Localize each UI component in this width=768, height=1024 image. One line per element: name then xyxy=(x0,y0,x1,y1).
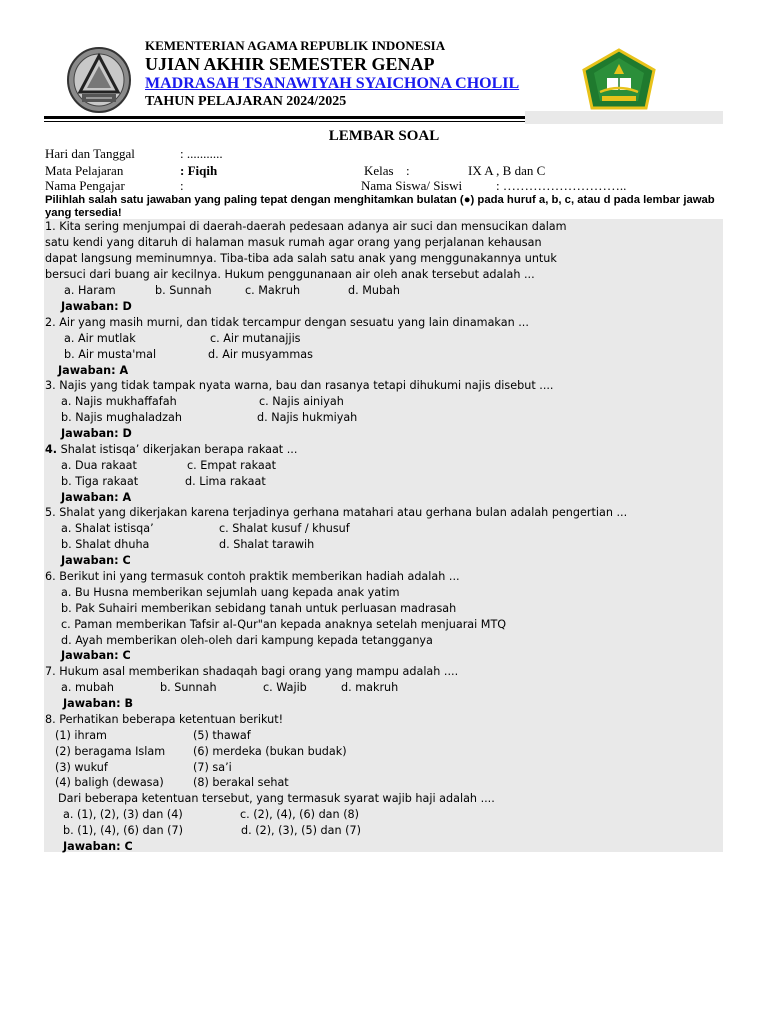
q8-item-1: (1) ihram xyxy=(55,729,107,742)
class-colon: : xyxy=(406,163,410,178)
q4-option-a: a. Dua rakaat xyxy=(61,459,137,472)
q8-option-b: b. (1), (4), (6) dan (7) xyxy=(63,824,183,837)
q6-option-b: b. Pak Suhairi memberikan sebidang tanah untuk perluasan madrasah xyxy=(61,602,457,615)
header-rule-thick xyxy=(44,116,525,119)
q8-item-3: (3) wukuf xyxy=(55,761,108,774)
q1-line-1: 1. Kita sering menjumpai di daerah-daerah pedesaan adanya air suci dan mensucikan dalam xyxy=(45,220,567,233)
q3-line-1: 3. Najis yang tidak tampak nyata warna, bau dan rasanya tetapi dihukumi najis disebut .... xyxy=(45,379,554,392)
q3-option-c: c. Najis ainiyah xyxy=(259,395,344,408)
q8-item-8: (8) berakal sehat xyxy=(193,776,289,789)
q3-option-a: a. Najis mukhaffafah xyxy=(61,395,177,408)
q8-stem: Dari beberapa ketentuan tersebut, yang termasuk syarat wajib haji adalah .... xyxy=(58,792,495,805)
q2-answer: Jawaban: A xyxy=(58,364,129,377)
q8-option-c: c. (2), (4), (6) dan (8) xyxy=(240,808,360,821)
q8-option-a: a. (1), (2), (3) dan (4) xyxy=(63,808,183,821)
subject-value: : Fiqih xyxy=(180,163,218,178)
q8-item-5: (5) thawaf xyxy=(193,729,251,742)
q1-option-b: b. Sunnah xyxy=(155,284,212,297)
class-value: IX A , B dan C xyxy=(468,163,546,178)
q6-option-c: c. Paman memberikan Tafsir al-Qur"an kepada anaknya setelah menjuarai MTQ xyxy=(61,618,507,631)
teacher-label: Nama Pengajar xyxy=(45,178,125,193)
q8-line-1: 8. Perhatikan beberapa ketentuan berikut! xyxy=(45,713,284,726)
q4-number: 4. xyxy=(45,443,58,456)
q5-line-1: 5. Shalat yang dikerjakan karena terjadinya gerhana matahari atau gerhana bulan adalah pengertian ... xyxy=(45,506,628,519)
q1-line-4: bersuci dari buang air kecilnya. Hukum penggunanaan air oleh anak tersebut adalah ... xyxy=(45,268,535,281)
q2-line-1: 2. Air yang masih murni, dan tidak tercampur dengan sesuatu yang lain dinamakan ... xyxy=(45,316,529,329)
q2-option-a: a. Air mutlak xyxy=(64,332,136,345)
q8-answer: Jawaban: C xyxy=(63,840,133,853)
sheet-title: LEMBAR SOAL xyxy=(328,128,440,144)
q1-line-2: satu kendi yang ditaruh di halaman masuk rumah agar orang yang perjalanan kehausan xyxy=(45,236,542,249)
date-value: : ........... xyxy=(180,146,223,161)
q2-option-b: b. Air musta'mal xyxy=(64,348,157,361)
q2-option-d: d. Air musyammas xyxy=(208,348,313,361)
q8-option-d: d. (2), (3), (5) dan (7) xyxy=(241,824,361,837)
date-label: Hari dan Tanggal xyxy=(45,146,135,161)
q7-option-b: b. Sunnah xyxy=(160,681,217,694)
q5-answer: Jawaban: C xyxy=(61,554,131,567)
q7-line-1: 7. Hukum asal memberikan shadaqah bagi orang yang mampu adalah .... xyxy=(45,665,459,678)
q4-line-1 xyxy=(45,442,297,458)
header-gray-bar xyxy=(525,111,723,124)
q4-answer: Jawaban: A xyxy=(61,491,132,504)
kemenag-emblem-icon xyxy=(580,48,658,118)
q5-option-c: c. Shalat kusuf / khusuf xyxy=(219,522,350,535)
q3-answer: Jawaban: D xyxy=(61,427,132,440)
student-label: Nama Siswa/ Siswi xyxy=(361,178,463,193)
q4-option-c: c. Empat rakaat xyxy=(187,459,276,472)
academic-year: TAHUN PELAJARAN 2024/2025 xyxy=(145,94,347,109)
q5-option-d: d. Shalat tarawih xyxy=(219,538,315,551)
header-rule-thin xyxy=(44,121,525,122)
subject-label: Mata Pelajaran xyxy=(45,163,124,178)
q7-option-c: c. Wajib xyxy=(263,681,307,694)
q1-answer: Jawaban: D xyxy=(61,300,132,313)
q5-option-b: b. Shalat dhuha xyxy=(61,538,150,551)
q7-answer: Jawaban: B xyxy=(63,697,134,710)
q2-option-c: c. Air mutanajjis xyxy=(210,332,301,345)
q1-option-d: d. Mubah xyxy=(348,284,401,297)
q6-line-1: 6. Berikut ini yang termasuk contoh praktik memberikan hadiah adalah ... xyxy=(45,570,460,583)
exam-title: UJIAN AKHIR SEMESTER GENAP xyxy=(145,54,435,74)
q4-stem: Shalat istisqa’ dikerjakan berapa rakaat ... xyxy=(57,443,298,456)
class-label: Kelas xyxy=(364,163,394,178)
q4-option-d: d. Lima rakaat xyxy=(185,475,266,488)
q5-option-a: a. Shalat istisqa’ xyxy=(61,522,154,535)
q4-option-b: b. Tiga rakaat xyxy=(61,475,139,488)
q6-option-d: d. Ayah memberikan oleh-oleh dari kampung kepada tetangganya xyxy=(61,634,433,647)
q1-line-3: dapat langsung meminumnya. Tiba-tiba ada salah satu anak yang menggunakannya untuk xyxy=(45,252,557,265)
q6-option-a: a. Bu Husna memberikan sejumlah uang kepada anak yatim xyxy=(61,586,400,599)
q8-item-2: (2) beragama Islam xyxy=(55,745,166,758)
q8-item-7: (7) sa’i xyxy=(193,761,232,774)
instruction-text: Pilihlah salah satu jawaban yang paling tepat dengan menghitamkan bulatan (●) pada huruf a, b, c, atau d pada lembar jawab yang tersedia! xyxy=(45,194,715,219)
q7-option-a: a. mubah xyxy=(61,681,115,694)
teacher-colon: : xyxy=(180,178,184,193)
school-name[interactable]: MADRASAH TSANAWIYAH SYAICHONA CHOLIL xyxy=(145,75,520,92)
student-value: : ……………………….. xyxy=(496,178,627,193)
school-emblem-icon xyxy=(66,46,132,114)
q6-answer: Jawaban: C xyxy=(61,649,131,662)
q1-option-a: a. Haram xyxy=(64,284,116,297)
q8-item-4: (4) baligh (dewasa) xyxy=(55,776,164,789)
q8-item-6: (6) merdeka (bukan budak) xyxy=(193,745,347,758)
q3-option-b: b. Najis mughaladzah xyxy=(61,411,182,424)
q1-option-c: c. Makruh xyxy=(245,284,301,297)
q7-option-d: d. makruh xyxy=(341,681,399,694)
q3-option-d: d. Najis hukmiyah xyxy=(257,411,358,424)
ministry-name: KEMENTERIAN AGAMA REPUBLIK INDONESIA xyxy=(145,38,446,53)
